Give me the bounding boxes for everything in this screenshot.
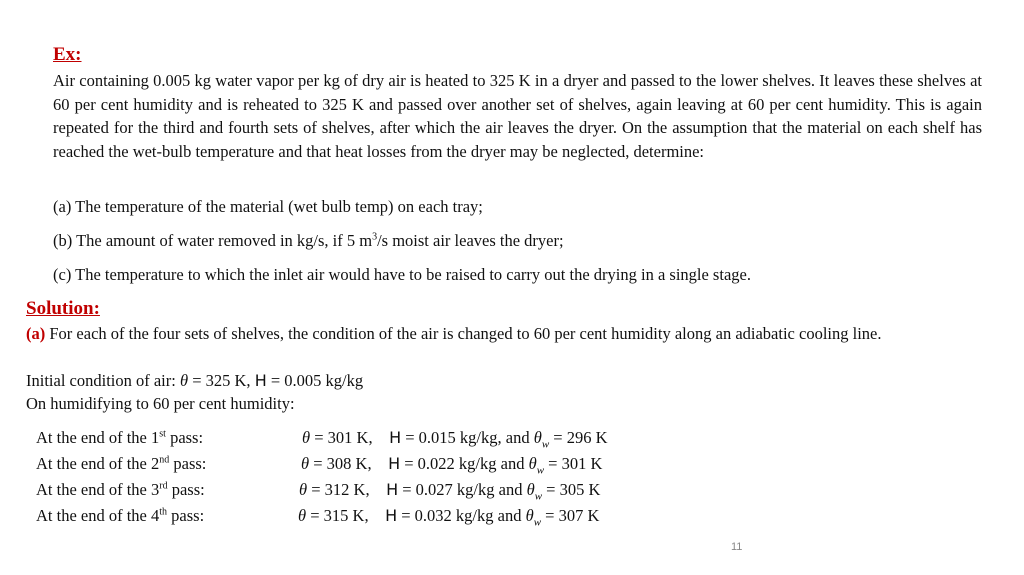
theta-symbol: θ	[525, 506, 534, 525]
humidity-symbol: H	[385, 506, 398, 525]
pass-label	[36, 428, 203, 448]
wet-bulb-subscript: w	[536, 464, 545, 477]
part-b-text-end: /s moist air leaves the dryer;	[377, 231, 564, 250]
pass-humidity-value: = 0.015 kg/kg, and	[401, 428, 534, 447]
theta-symbol: θ	[301, 454, 310, 473]
humidity-symbol: H	[386, 480, 399, 499]
initial-humidity-value: = 0.005 kg/kg	[266, 371, 364, 390]
pass-ordinal: th	[159, 506, 168, 518]
humidity-symbol: H	[389, 428, 402, 447]
solution-part-a-label: (a)	[26, 324, 46, 343]
initial-condition-line	[26, 369, 982, 393]
wet-bulb-subscript: w	[541, 438, 550, 451]
pass-theta-value: = 308 K,	[309, 454, 372, 473]
pass-values	[299, 480, 601, 503]
pass-humidity-value: = 0.032 kg/kg and	[397, 506, 526, 525]
pass-ordinal: st	[159, 428, 166, 440]
pass-label-suffix: pass:	[167, 506, 205, 525]
pass-label-suffix: pass:	[165, 428, 204, 447]
part-b-text-start: (b) The amount of water removed in kg/s, if 5 m	[53, 231, 373, 250]
wet-bulb-subscript: w	[533, 516, 542, 529]
pass-label-text: At the end of the 2	[36, 454, 160, 473]
initial-condition-label: Initial condition of air:	[26, 371, 180, 390]
theta-symbol: θ	[533, 428, 542, 447]
pass-humidity-value: = 0.027 kg/kg and	[398, 480, 527, 499]
question-part-c: (c) The temperature to which the inlet air would have to be raised to carry out the drying in a single stage.	[53, 265, 751, 284]
pass-wet-bulb-value: = 307 K	[541, 506, 600, 525]
wet-bulb-subscript: w	[534, 490, 543, 503]
pass-wet-bulb-value: = 301 K	[544, 454, 603, 473]
pass-theta-value: = 301 K,	[310, 428, 373, 447]
pass-ordinal: nd	[159, 454, 170, 466]
humidity-symbol: H	[388, 454, 401, 473]
pass-values	[302, 428, 608, 451]
pass-values	[301, 454, 603, 477]
solution-part-a-text: For each of the four sets of shelves, the condition of the air is changed to 60 per cent humidity along an adiabatic cooling line.	[45, 324, 882, 343]
pass-label-suffix: pass:	[167, 480, 205, 499]
pass-values	[298, 506, 600, 529]
theta-symbol: θ	[298, 506, 307, 525]
pass-theta-value: = 312 K,	[307, 480, 370, 499]
pass-label-suffix: pass:	[169, 454, 207, 473]
example-heading: Ex:	[53, 44, 82, 65]
pass-label-text: At the end of the 4	[36, 506, 160, 525]
pass-theta-value: = 315 K,	[306, 506, 369, 525]
theta-symbol: θ	[179, 371, 189, 390]
theta-symbol: θ	[526, 480, 535, 499]
theta-symbol: θ	[299, 480, 308, 499]
pass-label	[36, 480, 205, 500]
pass-label-text: At the end of the 3	[36, 480, 160, 499]
pass-wet-bulb-value: = 305 K	[542, 480, 601, 499]
pass-wet-bulb-value: = 296 K	[549, 428, 608, 447]
pass-label	[36, 454, 206, 474]
part-b-superscript: 3	[372, 231, 378, 243]
humidifying-line: On humidifying to 60 per cent humidity:	[26, 394, 295, 413]
question-part-a: (a) The temperature of the material (wet bulb temp) on each tray;	[53, 197, 483, 216]
pass-humidity-value: = 0.022 kg/kg and	[400, 454, 529, 473]
theta-symbol: θ	[528, 454, 537, 473]
pass-label	[36, 506, 204, 526]
pass-ordinal: rd	[159, 480, 168, 492]
question-part-b	[53, 231, 564, 251]
humidity-symbol: H	[254, 371, 267, 390]
initial-theta-value: = 325 K,	[188, 371, 255, 390]
theta-symbol: θ	[302, 428, 311, 447]
problem-statement: Air containing 0.005 kg water vapor per kg of dry air is heated to 325 K in a dryer and passed to the lower shelves. It leaves these shelves at 60 per cent humidity and is reheated to 325 K and passed over another set of shelves, again leaving at 60 per cent humidity. This is again repeated for the third and fourth sets of shelves, after which the air leaves the dryer. On the assumption that the material on each shelf has reached the wet-bulb temperature and that heat losses from the dryer may be neglected, determine:	[53, 71, 982, 161]
solution-heading: Solution:	[26, 298, 100, 319]
pass-label-text: At the end of the 1	[36, 428, 160, 447]
solution-part-a	[26, 322, 982, 346]
page-number: 11	[731, 541, 743, 553]
